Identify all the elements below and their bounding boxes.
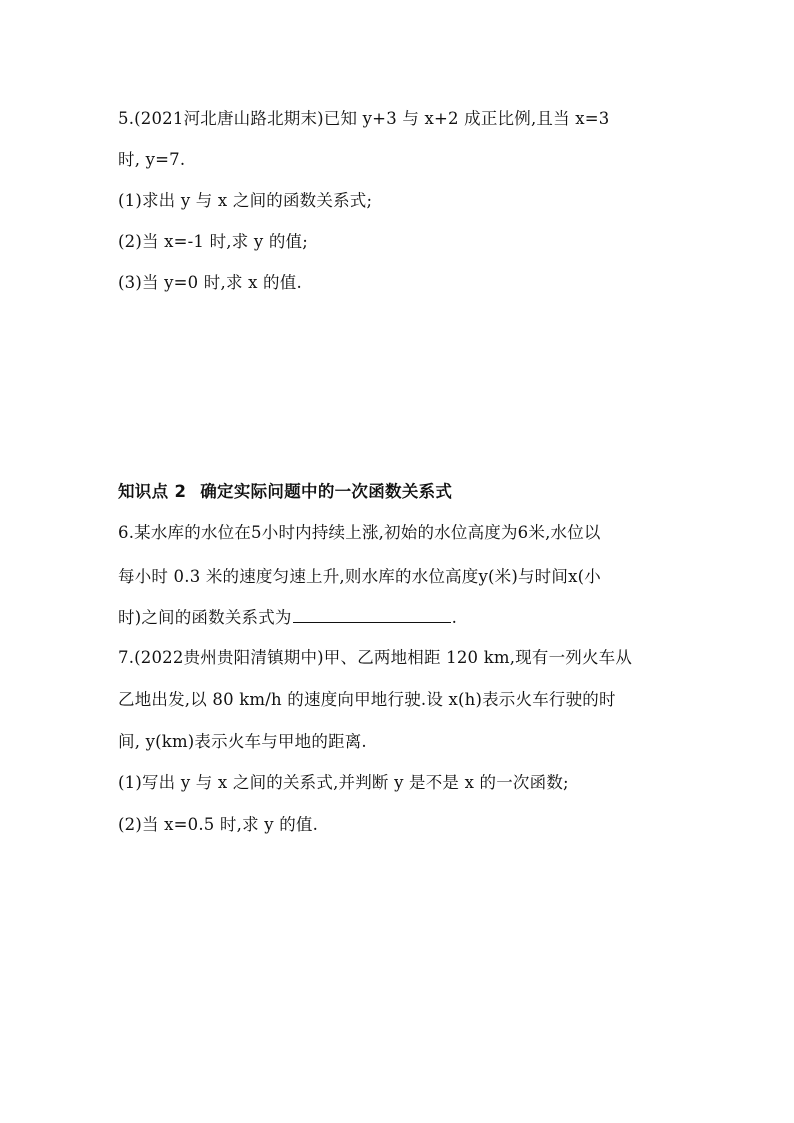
q7-part-2: (2)当 x=0.5 时,求 y 的值. [118, 815, 319, 834]
q6-line-1: 6.某水库的水位在5小时内持续上涨,初始的水位高度为6米,水位以 [118, 523, 601, 542]
q6-line-3 [118, 606, 457, 628]
q7-part-1: (1)写出 y 与 x 之间的关系式,并判断 y 是不是 x 的一次函数; [118, 773, 569, 792]
q5-part-2: (2)当 x=-1 时,求 y 的值; [118, 232, 308, 251]
section-heading [118, 482, 452, 502]
section-label: 知识点 2 [118, 482, 187, 501]
answer-blank[interactable] [293, 606, 451, 623]
q5-line-1: 5.(2021河北唐山路北期末)已知 y+3 与 x+2 成正比例,且当 x=3 [118, 109, 610, 128]
q5-part-1: (1)求出 y 与 x 之间的函数关系式; [118, 191, 373, 210]
q7-line-1: 7.(2022贵州贵阳清镇期中)甲、乙两地相距 120 km,现有一列火车从 [118, 648, 633, 667]
q6-line-3-text: 时)之间的函数关系式为 [118, 608, 292, 627]
section-title: 确定实际问题中的一次函数关系式 [200, 482, 453, 501]
q5-line-2: 时, y=7. [118, 150, 186, 169]
q6-line-3-end: . [451, 608, 458, 627]
q5-part-3: (3)当 y=0 时,求 x 的值. [118, 273, 302, 292]
q7-line-2: 乙地出发,以 80 km/h 的速度向甲地行驶.设 x(h)表示火车行驶的时 [118, 690, 616, 709]
q7-line-3: 间, y(km)表示火车与甲地的距离. [118, 732, 367, 751]
q6-line-2: 每小时 0.3 米的速度匀速上升,则水库的水位高度y(米)与时间x(小 [118, 567, 601, 586]
